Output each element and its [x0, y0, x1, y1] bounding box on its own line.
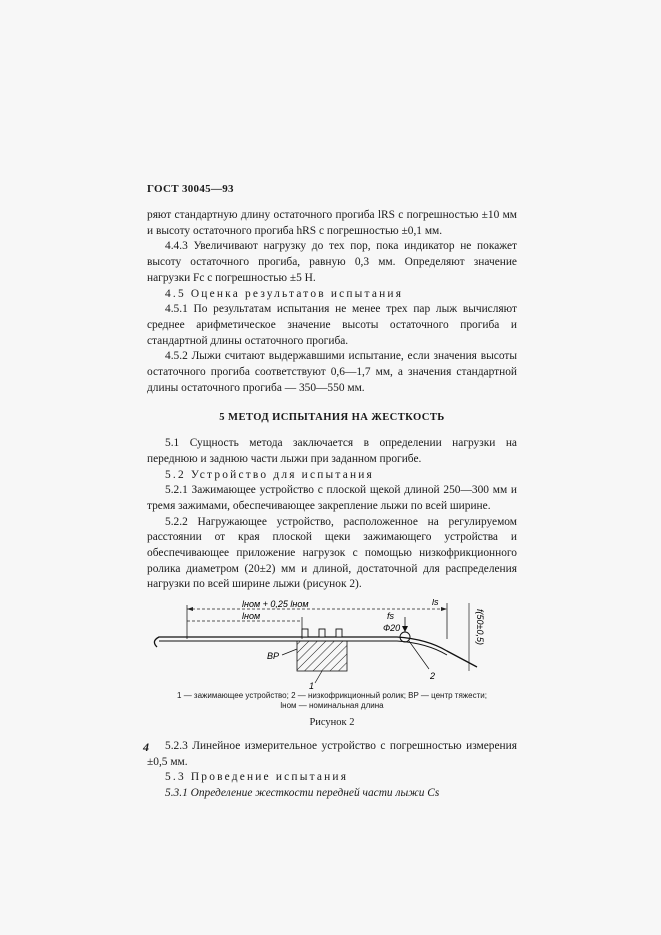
paragraph: 5.2.3 Линейное измерительное устройство с погрешностью измерения ±0,5 мм. [147, 739, 517, 768]
page-number: 4 [143, 740, 149, 754]
paragraph: 5.3.1 Определение жесткости передней части лыжи Cs [165, 786, 440, 799]
vertical-dim-label: f(50±0,5) [475, 609, 485, 646]
figure-caption-line1: 1 — зажимающее устройство; 2 — низкофрикционный ролик; BP — центр тяжести; [177, 691, 487, 701]
paragraph: 5.2.2 Нагружающее устройство, расположенное на регулируемом расстоянии от края плоской щеки зажимающего устройства и обеспечивающее приложение нагрузок с помощью низкофрикционного ролика диаметром (20±2) мм и длиной, достаточной для распределения нагрузки по всей ширине лыжи (рисунок 2). [147, 515, 517, 591]
dim-mid-label: lном [242, 611, 261, 622]
figure-title: Рисунок 2 [309, 717, 355, 729]
fs-label: fs [387, 611, 395, 622]
document-header: ГОСТ 30045—93 [147, 183, 234, 195]
ls-label: ls [432, 599, 439, 608]
paragraph: 4.5.2 Лыжи считают выдержавшими испытание, если значения высоты остаточного прогиба соответствуют 0,6—1,7 мм, а значения стандартной длины остаточного прогиба — 350—550 мм. [147, 350, 517, 394]
paragraph: 4.5.1 По результатам испытания не менее трех пар лыж вычисляют среднее арифметическое значение высоты остаточного прогиба и стандартной длины остаточного прогиба. [147, 303, 517, 347]
subsection-heading: 5.2 Устройство для испытания [165, 468, 374, 481]
section-title: 5 МЕТОД ИСПЫТАНИЯ НА ЖЕСТКОСТЬ [219, 412, 445, 424]
paragraph: 5.2.1 Зажимающее устройство с плоской щекой длиной 250—300 мм и тремя зажимами, обеспечивающее закрепление лыжи по всей ширине. [147, 484, 517, 512]
dim-top-label: lном + 0,25 lном [242, 599, 309, 610]
phi-label: Ф20 [383, 623, 401, 634]
paragraph: 4.4.3 Увеличивают нагрузку до тех пор, пока индикатор не покажет высоту остаточного прогиба, равную 0,3 мм. Определяют значение нагрузки Fc с погрешностью ±5 Н. [147, 240, 517, 284]
label-1: 1 [309, 681, 315, 692]
label-2: 2 [430, 671, 436, 682]
figure-ski-test-diagram [147, 599, 517, 691]
figure-caption-line2: lном — номинальная длина [280, 701, 384, 711]
ski-diagram [147, 599, 517, 691]
paragraph: 5.1 Сущность метода заключается в определении нагрузки на переднюю и заднюю части лыжи при заданном прогибе. [147, 437, 517, 465]
subsection-heading: 5.3 Проведение испытания [165, 771, 349, 784]
subsection-heading: 4.5 Оценка результатов испытания [165, 287, 404, 300]
document-body [147, 208, 517, 802]
paragraph: ряют стандартную длину остаточного прогиба lRS с погрешностью ±10 мм и высоту остаточного прогиба hRS с погрешностью ±0,1 мм. [147, 209, 517, 237]
bp-label: BP [267, 651, 280, 662]
